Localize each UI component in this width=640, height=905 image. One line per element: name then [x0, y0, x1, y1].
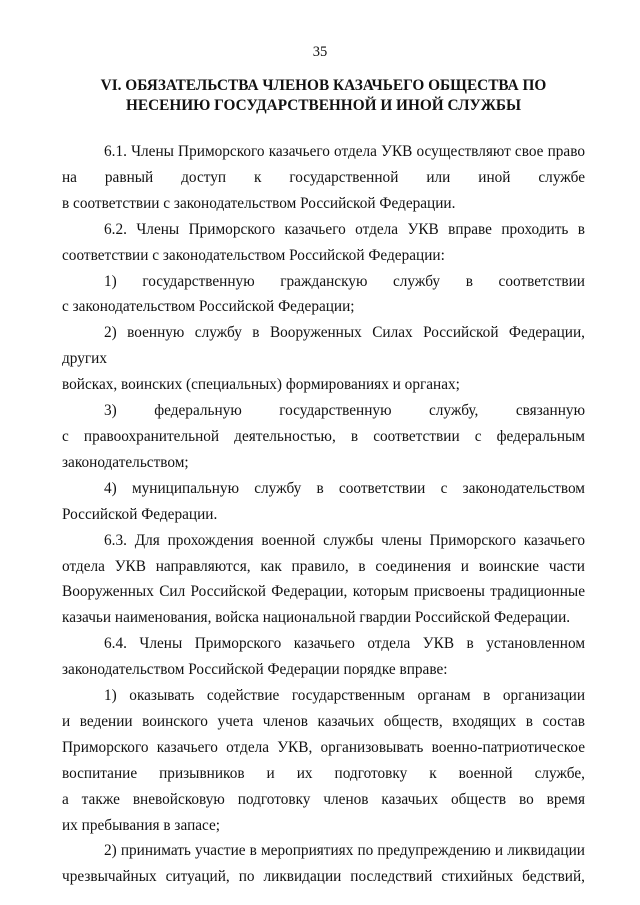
paragraph-line: 3) федеральную государственную службу, связанную	[104, 402, 585, 420]
paragraph-line: их пребывания в запасе;	[62, 816, 221, 834]
section-heading	[62, 76, 585, 116]
section-heading-line-2: НЕСЕНИЮ ГОСУДАРСТВЕННОЙ И ИНОЙ СЛУЖБЫ	[125, 97, 522, 114]
section-heading-line-1: VI. ОБЯЗАТЕЛЬСТВА ЧЛЕНОВ КАЗАЧЬЕГО ОБЩЕСТВА ПО	[100, 77, 547, 94]
paragraph-line: 2) военную службу в Вооруженных Силах Российской Федерации, других	[62, 324, 585, 368]
paragraph-line: соответствии с законодательством Российской Федерации:	[62, 246, 445, 264]
paragraph-line: казачьи наименования, войска национальной гвардии Российской Федерации.	[62, 609, 571, 627]
paragraph-line: в соответствии с законодательством Российской Федерации.	[62, 194, 456, 212]
list-item-6-4-2	[62, 838, 585, 890]
paragraph-line: 4) муниципальную службу в соответствии с законодательством	[104, 479, 585, 497]
paragraph-line: воспитание призывников и их подготовку к военной службе,	[62, 764, 585, 782]
paragraph-line: с правоохранительной деятельностью, в соответствии с федеральным	[62, 427, 585, 445]
list-item-6-4-1	[62, 683, 585, 838]
list-item-6-2-2	[62, 320, 585, 398]
paragraph-line: а также вневойсковую подготовку членов казачьих обществ во время	[62, 790, 585, 808]
list-item-6-2-4	[62, 476, 585, 528]
paragraph-6-4	[62, 631, 585, 683]
paragraph-line: 6.4. Члены Приморского казачьего отдела УКВ в установленном	[104, 635, 585, 653]
paragraph-6-3	[62, 528, 585, 632]
paragraph-line: 2) принимать участие в мероприятиях по предупреждению и ликвидации	[104, 842, 585, 860]
list-item-6-2-1	[62, 269, 585, 321]
document-body	[62, 139, 585, 890]
paragraph-line: чрезвычайных ситуаций, по ликвидации последствий стихийных бедствий,	[62, 868, 585, 886]
paragraph-line: 6.1. Члены Приморского казачьего отдела УКВ осуществляют свое право	[104, 143, 585, 160]
paragraph-line: на равный доступ к государственной или иной службе	[62, 168, 585, 186]
paragraph-line: законодательством Российской Федерации порядке вправе:	[62, 661, 448, 679]
paragraph-line: войсках, воинских (специальных) формированиях и органах;	[62, 376, 460, 394]
paragraph-line: Приморского казачьего отдела УКВ, организовывать военно-патриотическое	[62, 738, 585, 756]
paragraph-line: 6.2. Члены Приморского казачьего отдела УКВ вправе проходить в	[104, 220, 585, 238]
paragraph-line: отдела УКВ направляются, как правило, в соединения и воинские части	[62, 557, 585, 575]
paragraph-line: законодательством;	[62, 453, 189, 471]
page-number: 35	[312, 44, 328, 60]
paragraph-line: Российской Федерации.	[62, 505, 218, 523]
paragraph-6-1	[62, 139, 585, 217]
paragraph-line: 6.3. Для прохождения военной службы члены Приморского казачьего	[104, 531, 585, 549]
list-item-6-2-3	[62, 398, 585, 476]
paragraph-line: 1) государственную гражданскую службу в соответствии	[104, 272, 585, 290]
paragraph-line: и ведении воинского учета членов казачьих обществ, входящих в состав	[62, 712, 585, 730]
paragraph-line: с законодательством Российской Федерации;	[62, 298, 355, 316]
paragraph-6-2	[62, 217, 585, 269]
paragraph-line: 1) оказывать содействие государственным органам в организации	[104, 687, 585, 705]
paragraph-line: Вооруженных Сил Российской Федерации, которым присвоены традиционные	[62, 583, 585, 601]
